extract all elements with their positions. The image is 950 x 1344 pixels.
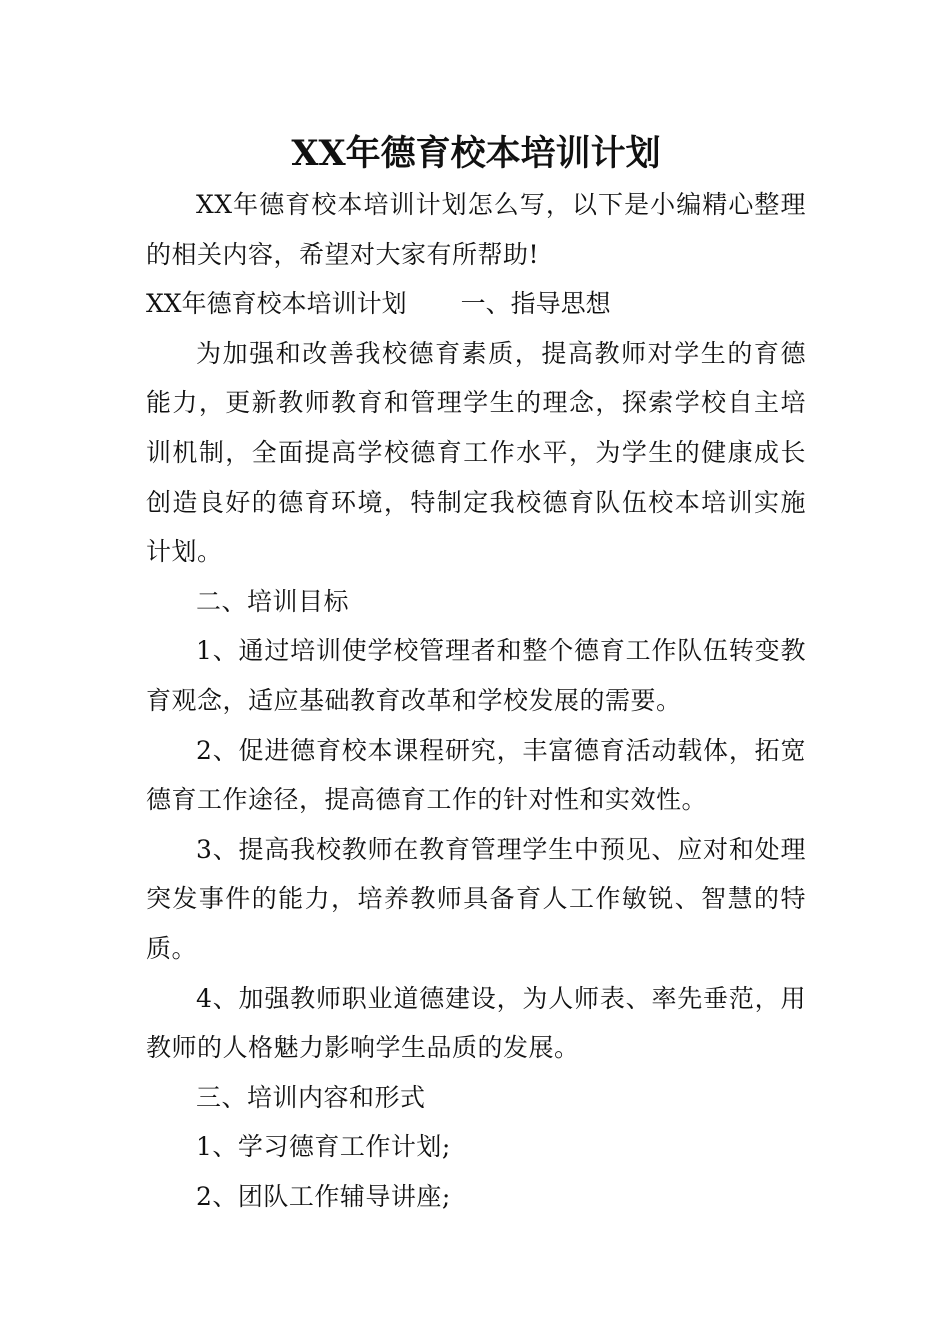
plan-subheading: XX年德育校本培训计划 bbox=[146, 289, 407, 319]
document-title: XX年德育校本培训计划 bbox=[291, 133, 661, 174]
section3-heading: 三、培训内容和形式 bbox=[196, 1082, 426, 1112]
section1-heading: 一、指导思想 bbox=[460, 289, 611, 319]
intro-paragraph: XX年德育校本培训计划怎么写，以下是小编精心整理的相关内容，希望对大家有所帮助! bbox=[146, 190, 806, 269]
goal-item-4: 4、加强教师职业道德建设，为人师表、率先垂范，用教师的人格魅力影响学生品质的发展。 bbox=[146, 983, 806, 1063]
content-item-1: 1、学习德育工作计划; bbox=[196, 1132, 451, 1162]
goal-item-2: 2、促进德育校本课程研究，丰富德育活动载体，拓宽德育工作途径，提高德育工作的针对性和实效性。 bbox=[146, 735, 806, 815]
content-item-2: 2、团队工作辅导讲座; bbox=[196, 1181, 451, 1211]
plan-subheading-line bbox=[146, 279, 806, 329]
document-body bbox=[146, 128, 806, 1221]
goal-item-3: 3、提高我校教师在教育管理学生中预见、应对和处理突发事件的能力，培养教师具备育人工作敏锐、智慧的特质。 bbox=[146, 834, 806, 963]
section2-heading: 二、培训目标 bbox=[196, 586, 350, 616]
goal-item-1: 1、通过培训使学校管理者和整个德育工作队伍转变教育观念，适应基础教育改革和学校发展的需要。 bbox=[146, 636, 806, 715]
guiding-paragraph: 为加强和改善我校德育素质，提高教师对学生的育德能力，更新教师教育和管理学生的理念，探索学校自主培训机制，全面提高学校德育工作水平，为学生的健康成长创造良好的德育环境，特制定我校德育队伍校本培训实施计划。 bbox=[146, 338, 806, 567]
